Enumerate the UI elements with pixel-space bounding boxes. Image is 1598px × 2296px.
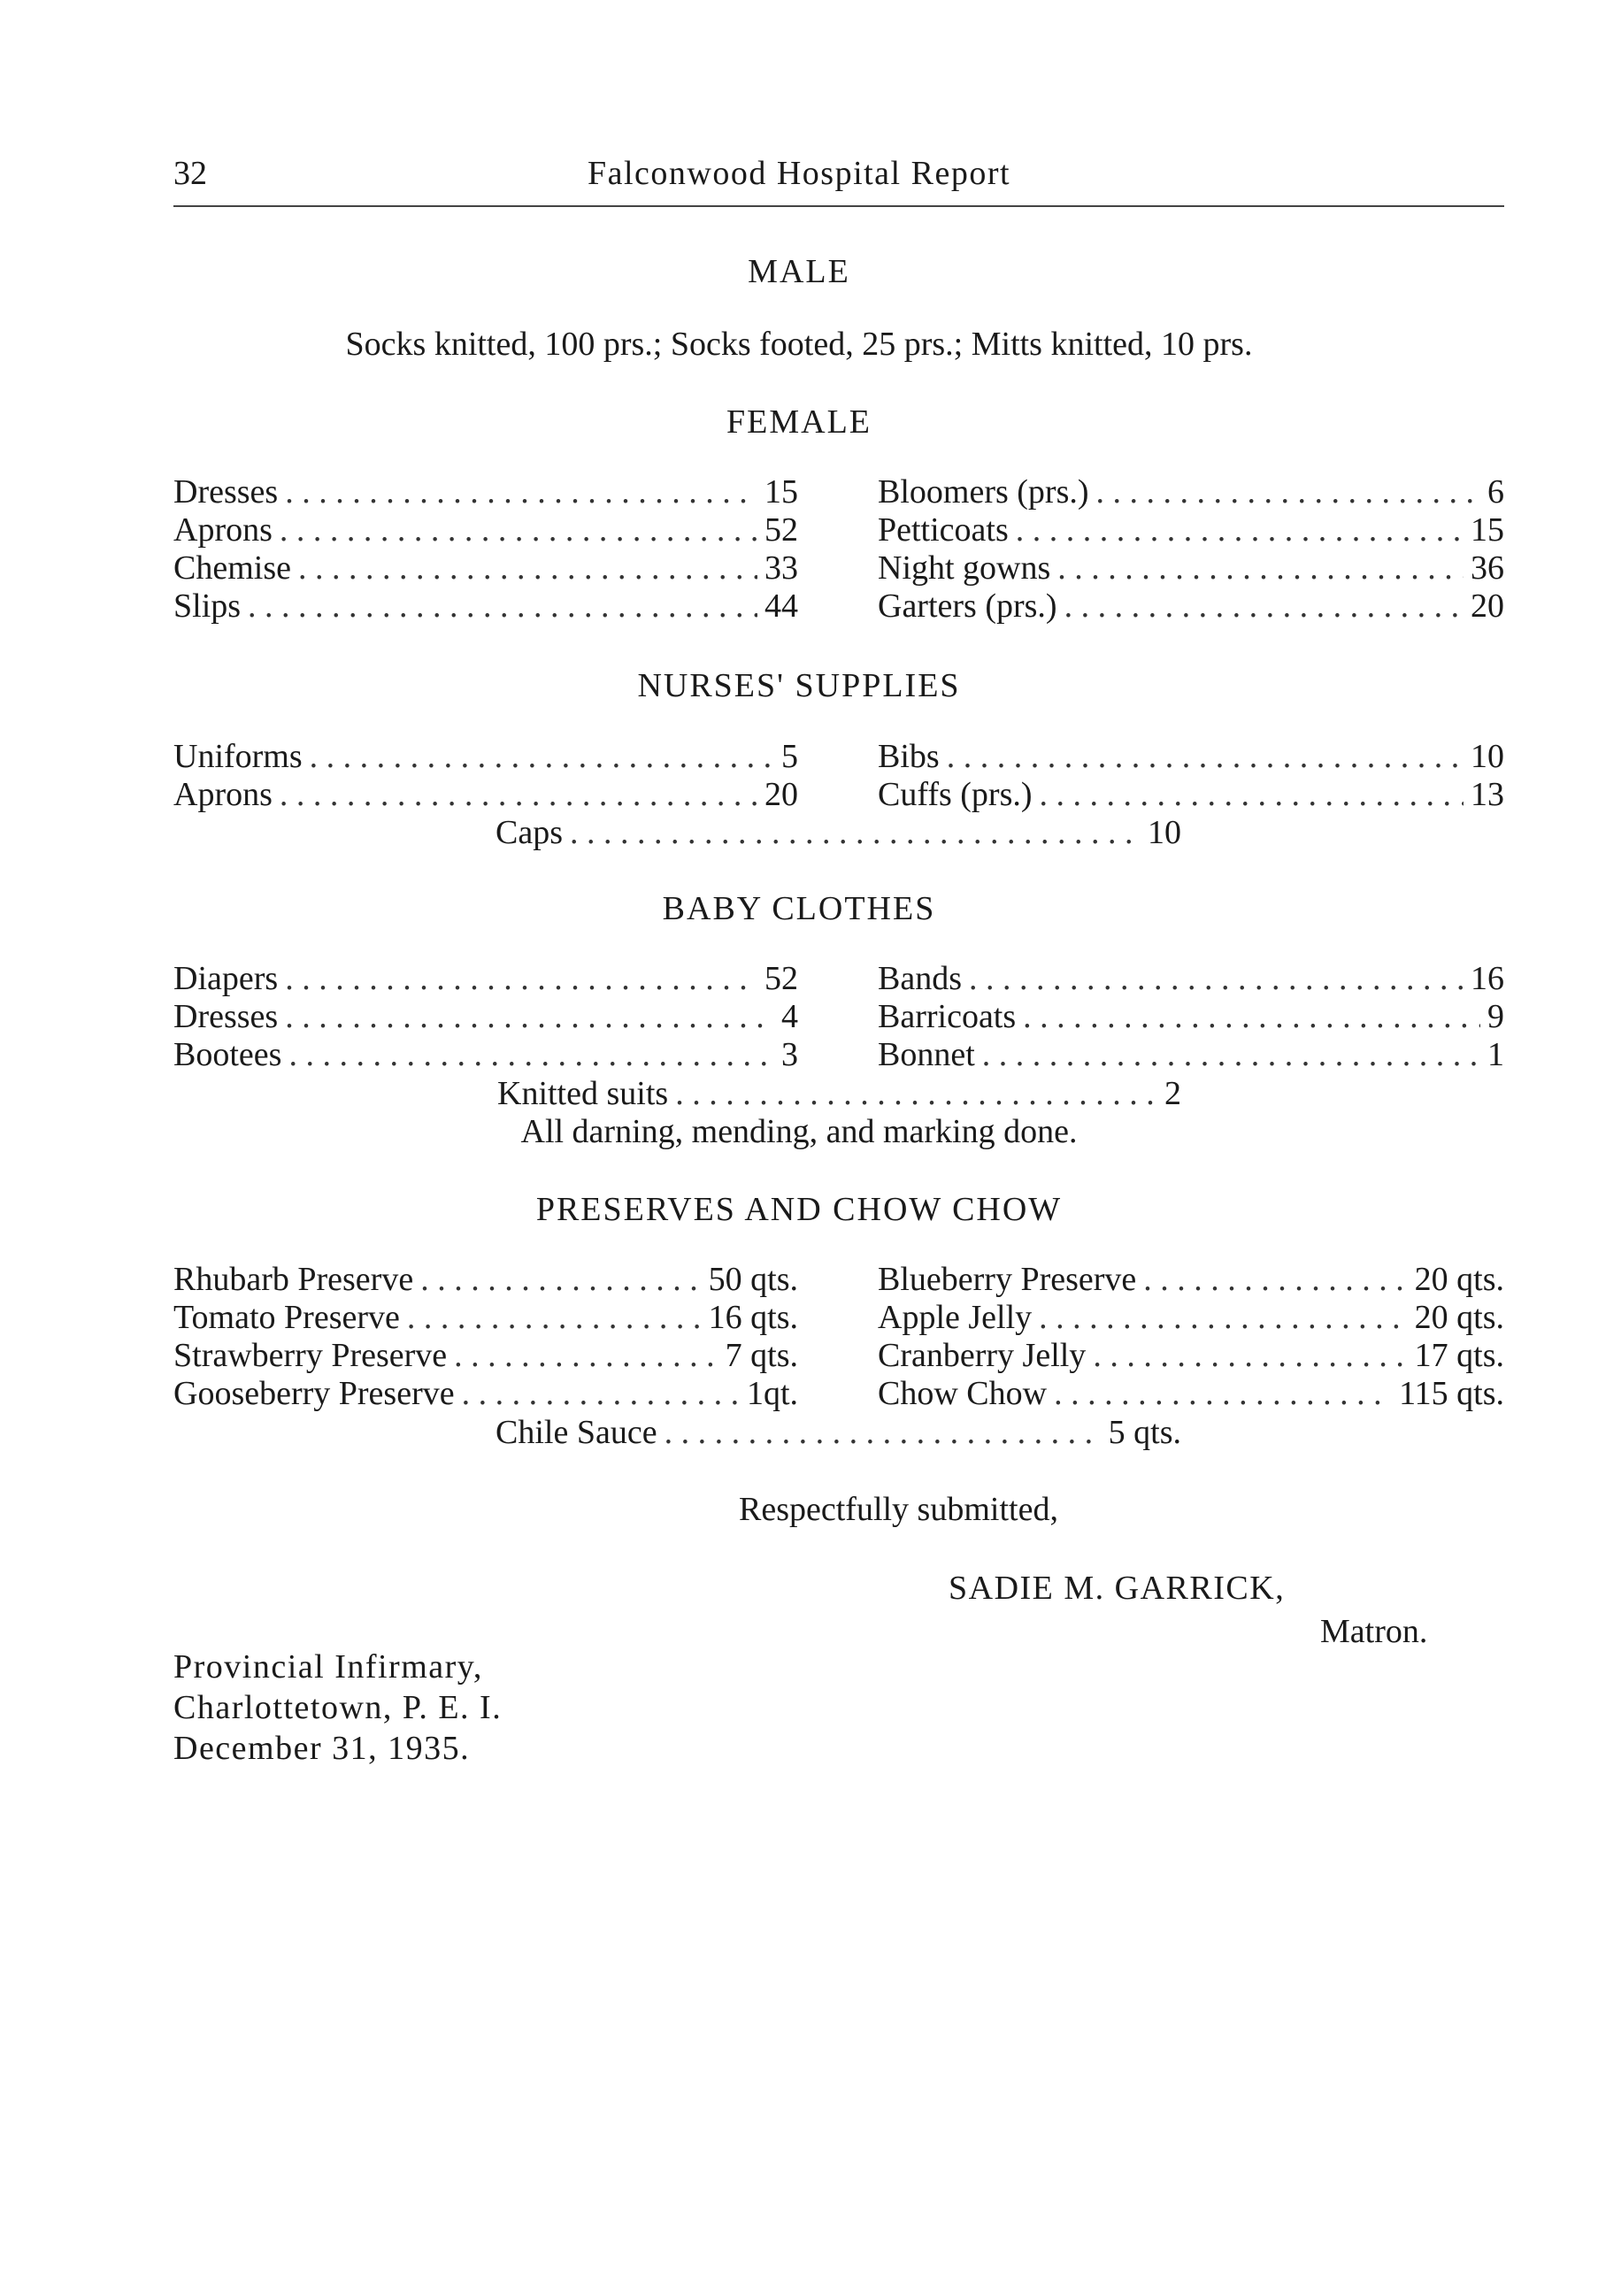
dot-leader [1040, 778, 1464, 811]
female-row-right [878, 475, 1504, 509]
female-row-right [878, 589, 1504, 623]
item-value: 20 [764, 776, 798, 813]
item-value: 9 [1487, 998, 1504, 1035]
item-label: Petticoats [878, 511, 1009, 549]
item-label: Apple Jelly [878, 1299, 1033, 1336]
nurses-row-left [173, 778, 798, 811]
item-value: 10 [1148, 814, 1181, 851]
dot-leader [298, 551, 757, 585]
item-value: 15 [764, 473, 798, 511]
item-value: 36 [1471, 549, 1504, 587]
baby-row-right [878, 1038, 1504, 1071]
item-label: Bonnet [878, 1036, 975, 1073]
page-number: 32 [173, 155, 207, 192]
item-label: Bloomers (prs.) [878, 473, 1089, 511]
male-heading: MALE [748, 253, 850, 290]
dot-leader [280, 513, 757, 547]
nurses-row-center [496, 816, 1181, 849]
dot-leader [675, 1077, 1157, 1110]
item-value: 115 qts. [1399, 1375, 1504, 1412]
signatory-role: Matron. [1320, 1613, 1428, 1650]
dot-leader [969, 962, 1464, 995]
female-heading: FEMALE [726, 403, 872, 441]
item-label: Bibs [878, 738, 940, 775]
nurses-row-right [878, 740, 1504, 773]
dot-leader [285, 475, 757, 509]
item-value: 3 [781, 1036, 798, 1073]
dot-leader [454, 1339, 718, 1372]
item-value: 13 [1471, 776, 1504, 813]
item-label: Garters (prs.) [878, 587, 1057, 625]
running-title: Falconwood Hospital Report [587, 155, 1011, 192]
dot-leader [248, 589, 757, 623]
item-label: Bootees [173, 1036, 282, 1073]
address-line: Charlottetown, P. E. I. [173, 1689, 503, 1726]
signatory-name: SADIE M. GARRICK, [949, 1570, 1286, 1607]
item-label: Uniforms [173, 738, 303, 775]
dot-leader [1143, 1263, 1407, 1296]
baby-row-left [173, 1000, 798, 1033]
preserves-row-left [173, 1339, 798, 1372]
item-label: Cranberry Jelly [878, 1337, 1087, 1374]
item-value: 7 qts. [725, 1337, 798, 1374]
item-label: Chemise [173, 549, 291, 587]
dot-leader [462, 1377, 740, 1410]
item-value: 6 [1487, 473, 1504, 511]
item-value: 16 [1471, 960, 1504, 997]
header-rule [173, 205, 1504, 207]
baby-row-left [173, 1038, 798, 1071]
female-row-right [878, 551, 1504, 585]
dot-leader [1023, 1000, 1480, 1033]
dot-leader [947, 740, 1464, 773]
item-value: 5 [781, 738, 798, 775]
nurses-heading: NURSES' SUPPLIES [637, 667, 961, 704]
item-label: Aprons [173, 511, 273, 549]
address-date: December 31, 1935. [173, 1730, 471, 1767]
item-label: Night gowns [878, 549, 1051, 587]
dot-leader [1064, 589, 1464, 623]
item-value: 10 [1471, 738, 1504, 775]
preserves-row-right [878, 1339, 1504, 1372]
item-label: Strawberry Preserve [173, 1337, 448, 1374]
item-value: 15 [1471, 511, 1504, 549]
dot-leader [285, 962, 757, 995]
item-value: 1 [1487, 1036, 1504, 1073]
address-line: Provincial Infirmary, [173, 1648, 483, 1686]
item-value: 1qt. [746, 1375, 798, 1412]
dot-leader [1054, 1377, 1392, 1410]
item-value: 2 [1164, 1075, 1181, 1112]
item-label: Aprons [173, 776, 273, 813]
item-value: 5 qts. [1108, 1414, 1181, 1451]
item-label: Diapers [173, 960, 279, 997]
item-label: Dresses [173, 998, 279, 1035]
baby-row-right [878, 962, 1504, 995]
item-value: 20 qts. [1414, 1299, 1504, 1336]
dot-leader [982, 1038, 1480, 1071]
item-value: 50 qts. [708, 1261, 798, 1298]
preserves-row-left [173, 1377, 798, 1410]
item-value: 33 [764, 549, 798, 587]
item-value: 16 qts. [708, 1299, 798, 1336]
preserves-row-right [878, 1377, 1504, 1410]
item-label: Blueberry Preserve [878, 1261, 1137, 1298]
dot-leader [1096, 475, 1480, 509]
dot-leader [280, 778, 757, 811]
item-value: 52 [764, 960, 798, 997]
preserves-row-center [496, 1416, 1181, 1449]
dot-leader [1016, 513, 1464, 547]
item-value: 4 [781, 998, 798, 1035]
item-label: Rhubarb Preserve [173, 1261, 414, 1298]
dot-leader [285, 1000, 774, 1033]
baby-heading: BABY CLOTHES [662, 890, 936, 927]
item-value: 20 qts. [1414, 1261, 1504, 1298]
female-row-left [173, 551, 798, 585]
item-label: Caps [496, 814, 563, 851]
female-row-left [173, 475, 798, 509]
closing-salutation: Respectfully submitted, [739, 1491, 1058, 1528]
item-value: 44 [764, 587, 798, 625]
item-label: Bands [878, 960, 962, 997]
baby-row-right [878, 1000, 1504, 1033]
nurses-row-right [878, 778, 1504, 811]
male-line: Socks knitted, 100 prs.; Socks footed, 25 prs.; Mitts knitted, 10 prs. [345, 326, 1253, 363]
dot-leader [665, 1416, 1102, 1449]
item-label: Barricoats [878, 998, 1017, 1035]
female-row-left [173, 589, 798, 623]
item-value: 20 [1471, 587, 1504, 625]
baby-row-center [497, 1077, 1181, 1110]
female-row-right [878, 513, 1504, 547]
dot-leader [288, 1038, 774, 1071]
dot-leader [1057, 551, 1464, 585]
item-label: Knitted suits [497, 1075, 669, 1112]
dot-leader [420, 1263, 701, 1296]
nurses-row-left [173, 740, 798, 773]
female-row-left [173, 513, 798, 547]
item-label: Slips [173, 587, 242, 625]
item-label: Chile Sauce [496, 1414, 657, 1451]
item-label: Dresses [173, 473, 279, 511]
preserves-heading: PRESERVES AND CHOW CHOW [535, 1191, 1063, 1228]
dot-leader [570, 816, 1141, 849]
baby-row-left [173, 962, 798, 995]
item-label: Cuffs (prs.) [878, 776, 1033, 813]
dot-leader [407, 1301, 702, 1334]
dot-leader [1093, 1339, 1407, 1372]
preserves-row-left [173, 1263, 798, 1296]
dot-leader [1039, 1301, 1408, 1334]
preserves-row-right [878, 1263, 1504, 1296]
item-label: Chow Chow [878, 1375, 1048, 1412]
dot-leader [310, 740, 774, 773]
preserves-row-left [173, 1301, 798, 1334]
item-value: 52 [764, 511, 798, 549]
preserves-row-right [878, 1301, 1504, 1334]
item-label: Gooseberry Preserve [173, 1375, 455, 1412]
item-label: Tomato Preserve [173, 1299, 400, 1336]
item-value: 17 qts. [1414, 1337, 1504, 1374]
baby-note: All darning, mending, and marking done. [520, 1113, 1078, 1150]
